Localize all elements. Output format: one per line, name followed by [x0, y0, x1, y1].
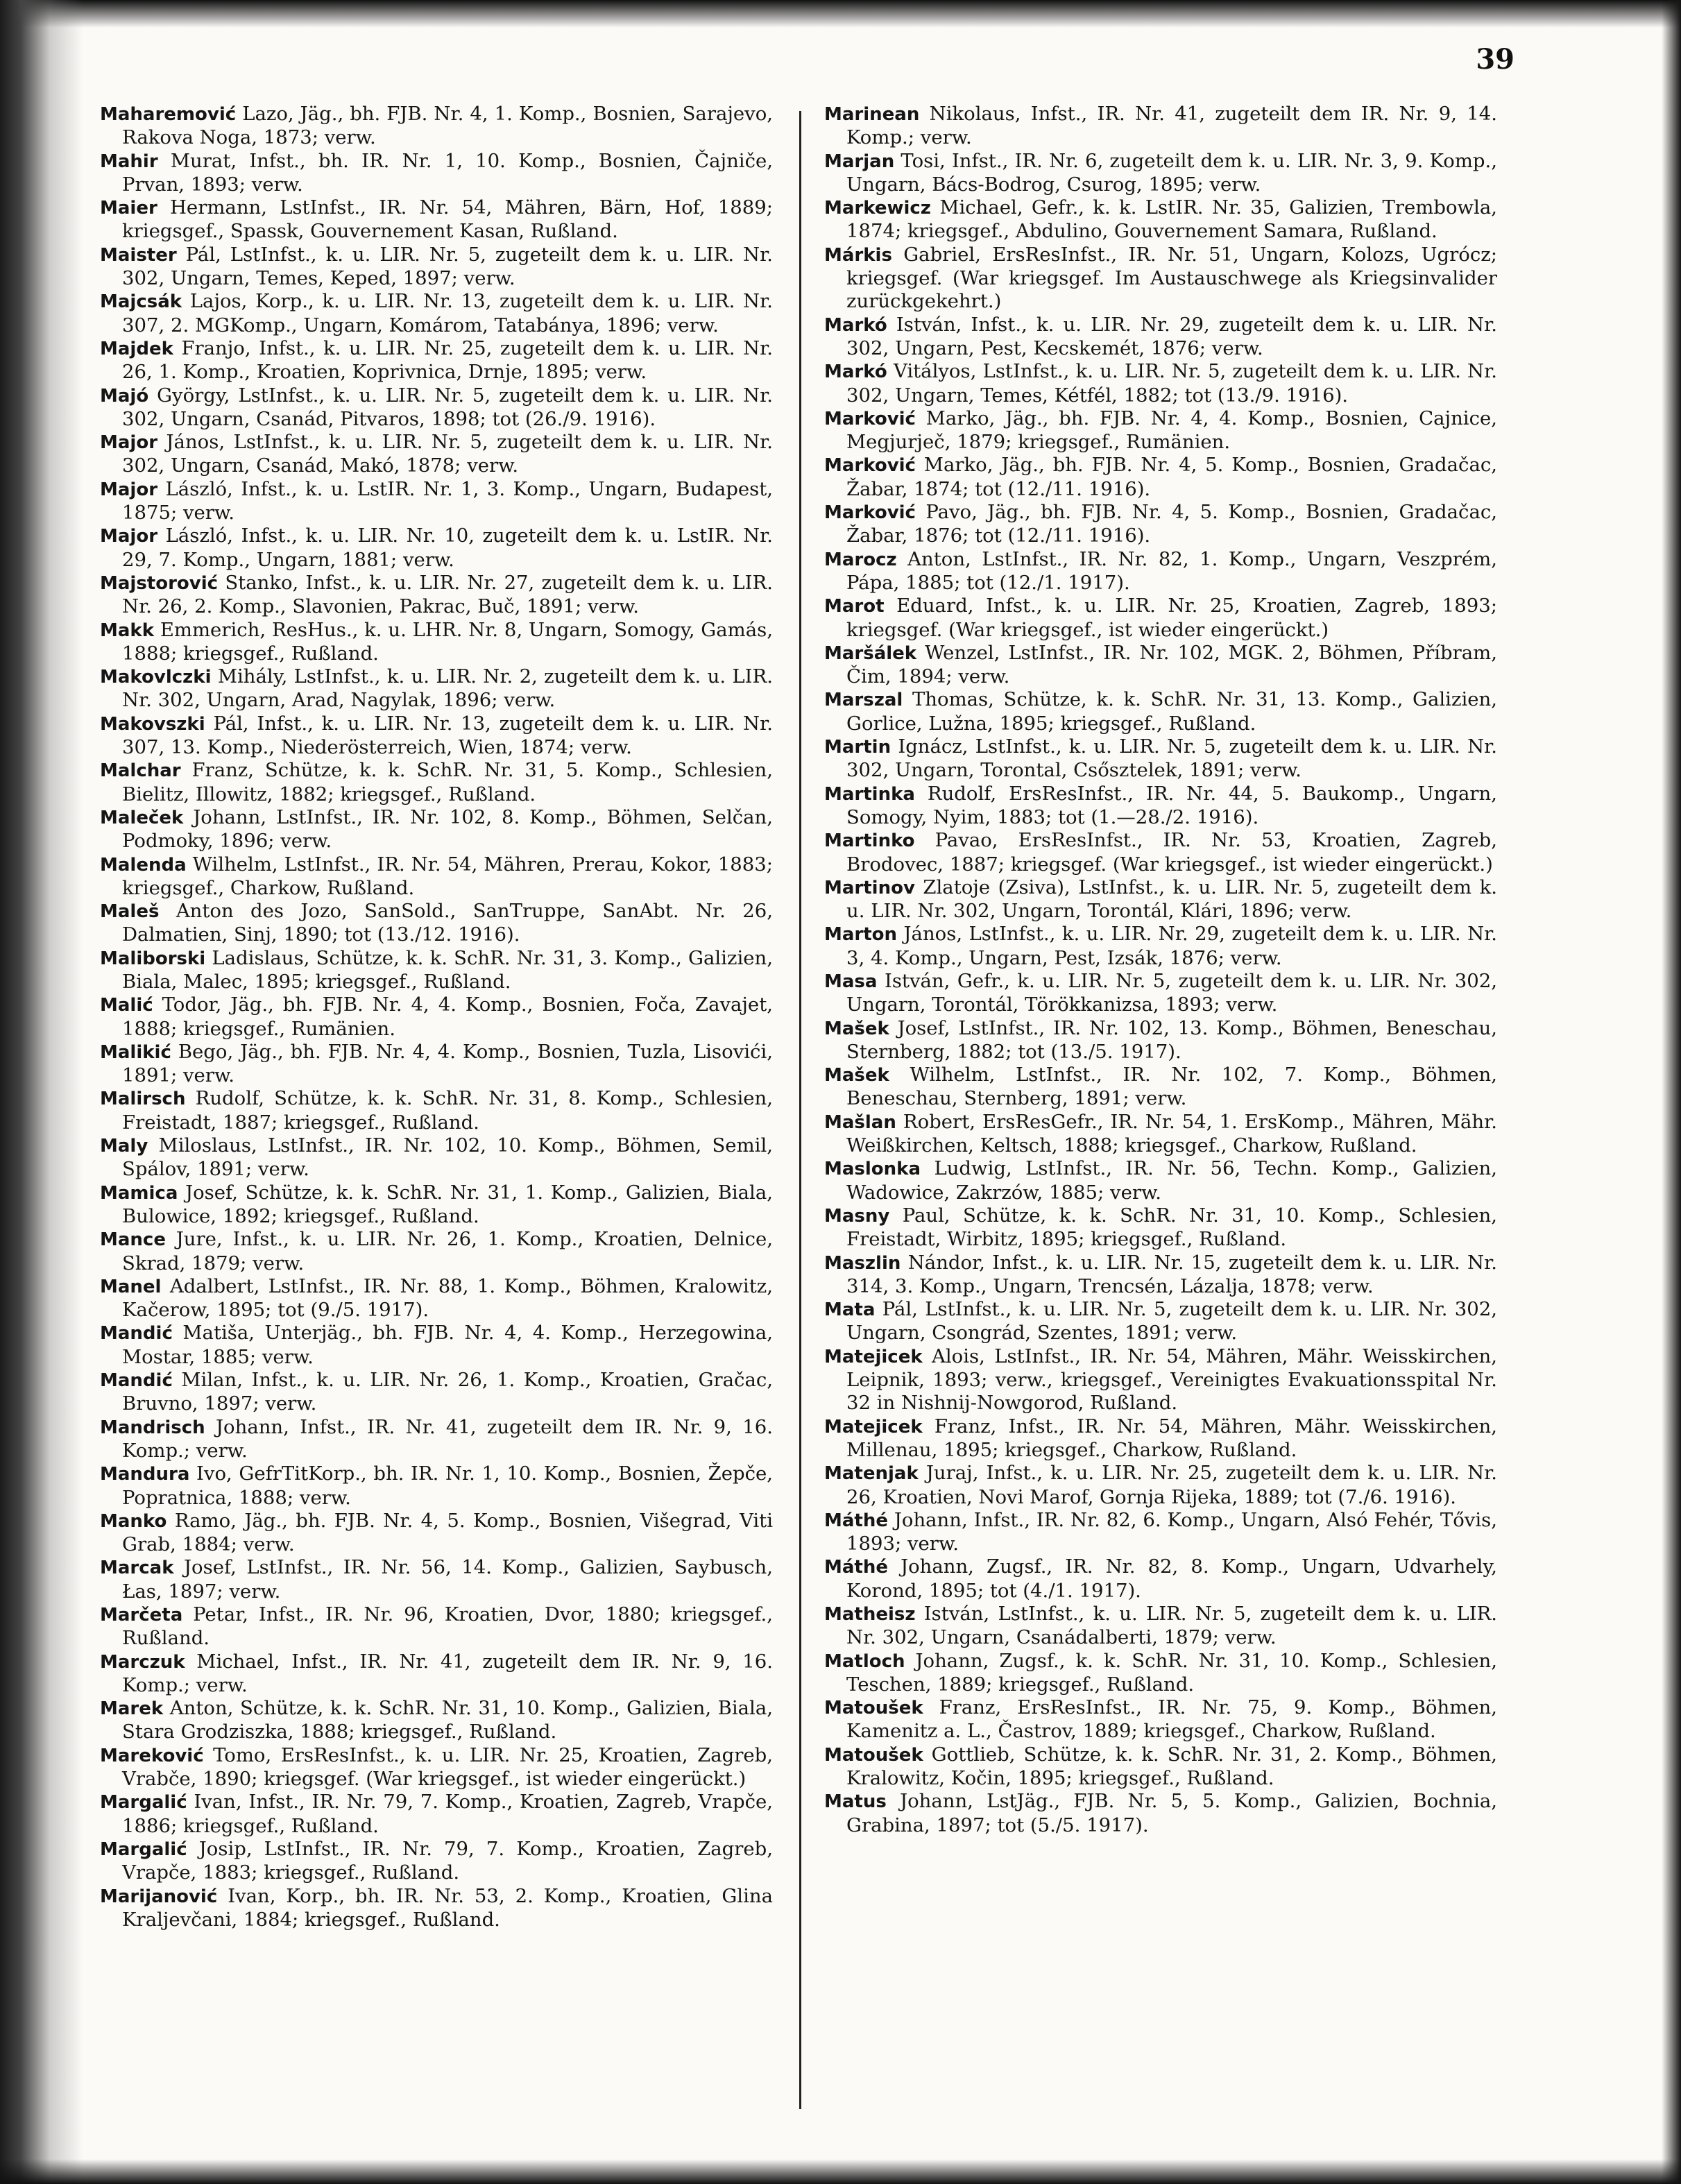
- entry-details: György, LstInfst., k. u. LIR. Nr. 5, zugeteilt dem k. u. LIR. Nr. 302, Ungarn, Csanád, Pitvaros, 1898; tot (26./9. 1916).: [122, 384, 773, 430]
- list-entry: [100, 1603, 773, 1650]
- entry-details: Wilhelm, LstInfst., IR. Nr. 54, Mähren, Prerau, Kokor, 1883; kriegsgef., Charkow, Rußland.: [122, 853, 773, 899]
- entry-details: Nikolaus, Infst., IR. Nr. 41, zugeteilt dem IR. Nr. 9, 14. Komp.; verw.: [846, 103, 1497, 149]
- entry-surname: Maier: [100, 198, 157, 219]
- entry-details: Johann, LstInfst., IR. Nr. 102, 8. Komp., Böhmen, Selčan, Podmoky, 1896; verw.: [122, 805, 773, 853]
- list-entry: [824, 1696, 1497, 1743]
- list-entry: [824, 1204, 1497, 1252]
- scan-edge-top: [0, 0, 1681, 28]
- entry-surname: Malić: [100, 995, 153, 1016]
- list-entry: [824, 783, 1497, 830]
- list-entry: [824, 1064, 1497, 1111]
- entry-surname: Martinka: [824, 783, 915, 805]
- list-entry: [100, 759, 773, 806]
- list-entry: [100, 150, 773, 197]
- entry-details: Marko, Jäg., bh. FJB. Nr. 4, 4. Komp., Bosnien, Cajnice, Megjurječ, 1879; kriegsgef., Rumänien.: [846, 407, 1497, 454]
- list-entry: [824, 1790, 1497, 1837]
- entry-surname: Marinean: [824, 104, 920, 125]
- entry-surname: Mamica: [100, 1182, 178, 1204]
- list-entry: [100, 1322, 773, 1369]
- list-entry: [100, 1228, 773, 1275]
- entry-surname: Maslonka: [824, 1159, 921, 1180]
- entry-details: Murat, Infst., bh. IR. Nr. 1, 10. Komp., Bosnien, Čajniče, Prvan, 1893; verw.: [122, 149, 773, 196]
- entry-surname: Margalić: [100, 1792, 187, 1814]
- entry-details: Wilhelm, LstInfst., IR. Nr. 102, 7. Komp., Böhmen, Beneschau, Sternberg, 1891; verw.: [846, 1064, 1497, 1110]
- entry-details: Rudolf, ErsResInfst., IR. Nr. 44, 5. Baukomp., Ungarn, Somogy, Nyim, 1883; tot (1.—28./2. 1916).: [846, 782, 1497, 828]
- entry-details: Gabriel, ErsResInfst., IR. Nr. 51, Ungarn, Kolozs, Ugrócz; kriegsgef. (War kriegsgef. Im Austauschwege als Kriegsinvalider zurückgekehrt.): [846, 243, 1497, 313]
- list-entry: [100, 1181, 773, 1229]
- entry-details: Pál, Infst., k. u. LIR. Nr. 13, zugeteilt dem k. u. LIR. Nr. 307, 13. Komp., Niederösterreich, Wien, 1874; verw.: [122, 712, 773, 759]
- entry-details: Wenzel, LstInfst., IR. Nr. 102, MGK. 2, Böhmen, Příbram, Čim, 1894; verw.: [846, 641, 1497, 688]
- entry-surname: Mandić: [100, 1370, 173, 1392]
- entry-surname: Maleček: [100, 807, 184, 828]
- list-entry: [824, 360, 1497, 407]
- entry-details: Zlatoje (Zsiva), LstInfst., k. u. LIR. Nr. 5, zugeteilt dem k. u. LIR. Nr. 302, Ungarn, Torontál, Klári, 1896; verw.: [846, 876, 1497, 923]
- entry-surname: Martinko: [824, 830, 915, 852]
- list-entry: [824, 501, 1497, 548]
- list-entry: [100, 1041, 773, 1088]
- entry-details: Ivan, Korp., bh. IR. Nr. 53, 2. Komp., Kroatien, Glina Kraljevčani, 1884; kriegsgef., Rußland.: [122, 1884, 773, 1931]
- entry-details: István, Gefr., k. u. LIR. Nr. 5, zugeteilt dem k. u. LIR. Nr. 302, Ungarn, Torontál, Törökkanizsa, 1893; verw.: [846, 969, 1497, 1016]
- entry-details: Johann, LstJäg., FJB. Nr. 5, 5. Komp., Galizien, Bochnia, Grabina, 1897; tot (5./5. 1917).: [846, 1790, 1497, 1836]
- entry-surname: Maršálek: [824, 642, 917, 664]
- entry-surname: Major: [100, 432, 158, 454]
- entry-details: Adalbert, LstInfst., IR. Nr. 88, 1. Komp., Böhmen, Kralowitz, Kačerow, 1895; tot (9./5. 1917).: [122, 1274, 773, 1322]
- entry-surname: Máthé: [824, 1557, 888, 1578]
- entry-details: Matiša, Unterjäg., bh. FJB. Nr. 4, 4. Komp., Herzegowina, Mostar, 1885; verw.: [122, 1322, 773, 1368]
- entry-surname: Matoušek: [824, 1698, 923, 1719]
- entry-details: Anton, LstInfst., IR. Nr. 82, 1. Komp., Ungarn, Veszprém, Pápa, 1885; tot (12./1. 1917).: [846, 547, 1497, 594]
- entry-surname: Mance: [100, 1229, 166, 1251]
- list-entry: [824, 1743, 1497, 1791]
- entry-surname: Marszal: [824, 690, 903, 711]
- entry-surname: Mahir: [100, 151, 158, 172]
- list-entry: [100, 1087, 773, 1134]
- entry-surname: Majó: [100, 385, 149, 407]
- column-divider: [799, 111, 801, 2109]
- list-entry: [100, 713, 773, 760]
- entry-surname: Mašlan: [824, 1111, 896, 1133]
- entry-details: Tomo, ErsResInfst., k. u. LIR. Nr. 25, Kroatien, Zagreb, Vrabče, 1890; kriegsgef. (War kriegsgef., ist wieder eingerückt.): [122, 1743, 774, 1791]
- entry-details: Marko, Jäg., bh. FJB. Nr. 4, 5. Komp., Bosnien, Gradačac, Žabar, 1874; tot (12./11. 1916).: [846, 454, 1497, 500]
- entry-surname: Marton: [824, 924, 898, 946]
- entry-details: Franz, Schütze, k. k. SchR. Nr. 31, 5. Komp., Schlesien, Bielitz, Illowitz, 1882; kriegsgef., Rußland.: [122, 759, 774, 805]
- list-entry: [100, 1838, 773, 1885]
- entry-surname: Maister: [100, 244, 177, 266]
- list-entry: [824, 829, 1497, 876]
- entry-details: Johann, Infst., IR. Nr. 41, zugeteilt dem IR. Nr. 9, 16. Komp.; verw.: [122, 1415, 773, 1462]
- entry-details: Eduard, Infst., k. u. LIR. Nr. 25, Kroatien, Zagreb, 1893; kriegsgef. (War kriegsgef., ist wieder eingerückt.): [846, 595, 1497, 641]
- entry-surname: Markewicz: [824, 198, 931, 219]
- entry-details: Rudolf, Schütze, k. k. SchR. Nr. 31, 8. Komp., Schlesien, Freistadt, 1887; kriegsgef., Rußland.: [122, 1087, 773, 1134]
- entry-surname: Martinov: [824, 877, 915, 898]
- entry-details: Pavo, Jäg., bh. FJB. Nr. 4, 5. Komp., Bosnien, Gradačac, Žabar, 1876; tot (12./11. 1916).: [846, 501, 1497, 547]
- entry-surname: Mandić: [100, 1323, 173, 1345]
- list-entry: [824, 1650, 1497, 1697]
- entry-details: Johann, Zugsf., k. k. SchR. Nr. 31, 10. Komp., Schlesien, Teschen, 1889; kriegsgef., Rußland.: [846, 1649, 1497, 1696]
- entry-details: Gottlieb, Schütze, k. k. SchR. Nr. 31, 2. Komp., Böhmen, Kralowitz, Kočin, 1895; kriegsgef., Rußland.: [846, 1743, 1497, 1790]
- entry-surname: Matheisz: [824, 1604, 916, 1625]
- entry-surname: Mandura: [100, 1464, 190, 1485]
- entry-surname: Markó: [824, 314, 887, 336]
- entry-surname: Marjan: [824, 151, 895, 172]
- entry-details: Franz, Infst., IR. Nr. 54, Mähren, Mähr. Weisskirchen, Millenau, 1895; kriegsgef., Charkow, Rußland.: [846, 1415, 1497, 1461]
- entry-surname: Maliborski: [100, 948, 206, 969]
- entry-details: Franz, ErsResInfst., IR. Nr. 75, 9. Komp., Böhmen, Kamenitz a. L., Častrov, 1889; kriegsgef., Charkow, Rußland.: [846, 1696, 1497, 1743]
- entry-details: László, Infst., k. u. LstIR. Nr. 1, 3. Komp., Ungarn, Budapest, 1875; verw.: [122, 477, 774, 524]
- entry-surname: Makovszki: [100, 713, 205, 735]
- entry-surname: Malchar: [100, 760, 181, 782]
- entry-details: Nándor, Infst., k. u. LIR. Nr. 15, zugeteilt dem k. u. LIR. Nr. 314, 3. Komp., Ungarn, Trencsén, Lázalja, 1878; verw.: [846, 1251, 1497, 1297]
- list-entry: [100, 1697, 773, 1744]
- left-column: [100, 103, 773, 1931]
- entry-details: Thomas, Schütze, k. k. SchR. Nr. 31, 13. Komp., Galizien, Gorlice, Lužna, 1895; kriegsgef., Rußland.: [846, 688, 1497, 735]
- list-entry: [100, 1791, 773, 1838]
- entry-surname: Maleš: [100, 901, 160, 923]
- entry-details: Pavao, ErsResInfst., IR. Nr. 53, Kroatien, Zagreb, Brodovec, 1887; kriegsgef. (War kriegsgef., ist wieder eingerückt.): [846, 829, 1497, 876]
- list-entry: [824, 407, 1497, 454]
- entry-surname: Manel: [100, 1276, 162, 1297]
- list-entry: [824, 1415, 1497, 1462]
- list-entry: [100, 572, 773, 619]
- entry-surname: Matejicek: [824, 1416, 923, 1437]
- entry-surname: Margalić: [100, 1839, 187, 1860]
- list-entry: [824, 1462, 1497, 1509]
- entry-details: László, Infst., k. u. LIR. Nr. 10, zugeteilt dem k. u. LstIR. Nr. 29, 7. Komp., Ungarn, 1881; verw.: [122, 524, 773, 571]
- entry-surname: Matloch: [824, 1650, 905, 1672]
- entry-details: Josef, Schütze, k. k. SchR. Nr. 31, 1. Komp., Galizien, Biala, Bulowice, 1892; kriegsgef., Rußland.: [122, 1181, 773, 1227]
- entry-details: Jure, Infst., k. u. LIR. Nr. 26, 1. Komp., Kroatien, Delnice, Skrad, 1879; verw.: [122, 1228, 773, 1274]
- list-entry: [100, 853, 773, 901]
- list-entry: [100, 993, 773, 1041]
- entry-surname: Maharemović: [100, 104, 237, 125]
- entry-surname: Masa: [824, 971, 878, 992]
- entry-details: János, LstInfst., k. u. LIR. Nr. 5, zugeteilt dem k. u. LIR. Nr. 302, Ungarn, Csanád, Makó, 1878; verw.: [122, 431, 773, 477]
- list-entry: [824, 688, 1497, 735]
- entry-surname: Majstorović: [100, 572, 219, 594]
- list-entry: [100, 1556, 773, 1603]
- list-entry: [100, 1462, 773, 1510]
- entry-surname: Marković: [824, 502, 916, 524]
- entry-details: Vitályos, LstInfst., k. u. LIR. Nr. 5, zugeteilt dem k. u. LIR. Nr. 302, Ungarn, Temes, Kétfél, 1882; tot (13./9. 1916).: [846, 360, 1497, 407]
- list-entry: [824, 735, 1497, 783]
- list-entry: [824, 1298, 1497, 1345]
- list-entry: [100, 947, 773, 994]
- entry-details: Juraj, Infst., k. u. LIR. Nr. 25, zugeteilt dem k. u. LIR. Nr. 26, Kroatien, Novi Marof, Gornja Rijeka, 1889; tot (7./6. 1916).: [846, 1462, 1497, 1508]
- entry-surname: Marek: [100, 1698, 164, 1720]
- entry-details: Ivo, GefrTitKorp., bh. IR. Nr. 1, 10. Komp., Bosnien, Žepče, Popratnica, 1888; verw.: [122, 1462, 773, 1509]
- entry-details: Petar, Infst., IR. Nr. 96, Kroatien, Dvor, 1880; kriegsgef., Rußland.: [122, 1603, 773, 1650]
- entry-details: János, LstInfst., k. u. LIR. Nr. 29, zugeteilt dem k. u. LIR. Nr. 3, 4. Komp., Ungarn, Pest, Izsák, 1876; verw.: [846, 923, 1497, 969]
- entry-surname: Makovlczki: [100, 667, 212, 688]
- entry-surname: Majcsák: [100, 291, 182, 313]
- scan-edge-left: [0, 0, 83, 2184]
- list-entry: [100, 1650, 773, 1698]
- entry-details: Michael, Infst., IR. Nr. 41, zugeteilt dem IR. Nr. 9, 16. Komp.; verw.: [122, 1650, 773, 1696]
- entry-surname: Marot: [824, 596, 885, 617]
- entry-surname: Markó: [824, 361, 887, 383]
- entry-details: Stanko, Infst., k. u. LIR. Nr. 27, zugeteilt dem k. u. LIR. Nr. 26, 2. Komp., Slavonien, Pakrac, Buč, 1891; verw.: [122, 571, 773, 618]
- list-entry: [824, 1111, 1497, 1158]
- entry-details: Mihály, LstInfst., k. u. LIR. Nr. 2, zugeteilt dem k. u. LIR. Nr. 302, Ungarn, Arad, Nagylak, 1896; verw.: [122, 665, 773, 712]
- list-entry: [824, 244, 1497, 314]
- entry-surname: Marković: [824, 408, 916, 429]
- entry-surname: Marčeta: [100, 1605, 183, 1626]
- entry-details: Johann, Infst., IR. Nr. 82, 6. Komp., Ungarn, Alsó Fehér, Tővis, 1893; verw.: [846, 1508, 1497, 1555]
- list-entry: [100, 524, 773, 572]
- entry-details: Pál, LstInfst., k. u. LIR. Nr. 5, zugeteilt dem k. u. LIR. Nr. 302, Ungarn, Csongrád, Szentes, 1891; verw.: [846, 1298, 1497, 1345]
- list-entry: [100, 1416, 773, 1463]
- entry-surname: Major: [100, 526, 158, 547]
- list-entry: [100, 384, 773, 432]
- entry-surname: Major: [100, 479, 158, 500]
- list-entry: [824, 595, 1497, 642]
- entry-details: Lajos, Korp., k. u. LIR. Nr. 13, zugeteilt dem k. u. LIR. Nr. 307, 2. MGKomp., Ungarn, Komárom, Tatabánya, 1896; verw.: [122, 290, 773, 336]
- entry-surname: Matejicek: [824, 1346, 923, 1367]
- list-entry: [100, 103, 773, 150]
- list-entry: [824, 1555, 1497, 1603]
- entry-surname: Marcak: [100, 1558, 174, 1579]
- entry-surname: Marczuk: [100, 1651, 185, 1673]
- list-entry: [100, 1369, 773, 1416]
- entry-surname: Majdek: [100, 338, 173, 359]
- entry-surname: Masny: [824, 1205, 890, 1227]
- list-entry: [824, 876, 1497, 923]
- entry-surname: Malenda: [100, 854, 187, 876]
- entry-details: Robert, ErsResGefr., IR. Nr. 54, 1. ErsKomp., Mähren, Mähr. Weißkirchen, Keltsch, 1888; kriegsgef., Charkow, Rußland.: [846, 1110, 1497, 1157]
- entry-surname: Maszlin: [824, 1252, 901, 1274]
- entry-details: Alois, LstInfst., IR. Nr. 54, Mähren, Mähr. Weisskirchen, Leipnik, 1893; verw., kriegsgef., Vereinigtes Evakuationsspital Nr. 32 in Nishnij-Nowgorod, Rußland.: [846, 1345, 1497, 1415]
- list-entry: [100, 900, 773, 947]
- entry-details: Paul, Schütze, k. k. SchR. Nr. 31, 10. Komp., Schlesien, Freistadt, Wirbitz, 1895; kriegsgef., Rußland.: [846, 1204, 1497, 1251]
- list-entry: [100, 1744, 773, 1791]
- entry-surname: Martin: [824, 737, 891, 758]
- entry-surname: Mandrisch: [100, 1417, 205, 1438]
- entry-surname: Marijanović: [100, 1886, 218, 1907]
- entry-details: Hermann, LstInfst., IR. Nr. 54, Mähren, Bärn, Hof, 1889; kriegsgef., Spassk, Gouvernement Kasan, Rußland.: [122, 196, 773, 243]
- list-entry: [100, 665, 773, 713]
- entry-surname: Mašek: [824, 1065, 889, 1086]
- entry-details: Anton, Schütze, k. k. SchR. Nr. 31, 10. Komp., Galizien, Biala, Stara Grodziszka, 1888; kriegsgef., Rußland.: [122, 1697, 773, 1743]
- list-entry: [100, 1885, 773, 1932]
- entry-surname: Máthé: [824, 1510, 888, 1531]
- entry-surname: Manko: [100, 1510, 167, 1532]
- entry-details: Ramo, Jäg., bh. FJB. Nr. 4, 5. Komp., Bosnien, Višegrad, Viti Grab, 1884; verw.: [122, 1509, 773, 1556]
- entry-details: Emmerich, ResHus., k. u. LHR. Nr. 8, Ungarn, Somogy, Gamás, 1888; kriegsgef., Rußland.: [122, 618, 774, 665]
- scan-edge-right: [1662, 0, 1681, 2184]
- entry-surname: Malirsch: [100, 1089, 186, 1110]
- scan-edge-bottom: [0, 2159, 1681, 2184]
- right-column: [824, 103, 1497, 1837]
- entry-surname: Malikić: [100, 1041, 171, 1063]
- list-entry: [100, 337, 773, 384]
- list-entry: [824, 314, 1497, 361]
- entry-surname: Mata: [824, 1299, 876, 1321]
- list-entry: [824, 970, 1497, 1017]
- entry-details: Josef, LstInfst., IR. Nr. 102, 13. Komp., Böhmen, Beneschau, Sternberg, 1882; tot (13./5. 1917).: [846, 1016, 1497, 1063]
- entry-surname: Matenjak: [824, 1463, 919, 1485]
- list-entry: [824, 1345, 1497, 1415]
- list-entry: [100, 1134, 773, 1181]
- list-entry: [824, 1603, 1497, 1650]
- list-entry: [824, 196, 1497, 244]
- entry-details: Ludwig, LstInfst., IR. Nr. 56, Techn. Komp., Galizien, Wadowice, Zakrzów, 1885; verw.: [846, 1157, 1498, 1204]
- list-entry: [100, 290, 773, 337]
- entry-details: Bego, Jäg., bh. FJB. Nr. 4, 4. Komp., Bosnien, Tuzla, Lisovići, 1891; verw.: [122, 1040, 773, 1087]
- list-entry: [100, 196, 773, 244]
- list-entry: [824, 1157, 1497, 1204]
- list-entry: [100, 478, 773, 525]
- entry-details: Ladislaus, Schütze, k. k. SchR. Nr. 31, 3. Komp., Galizien, Biala, Malec, 1895; kriegsgef., Rußland.: [122, 946, 773, 993]
- list-entry: [824, 1017, 1497, 1064]
- page-number: 39: [1476, 43, 1514, 76]
- entry-surname: Makk: [100, 620, 154, 641]
- entry-details: Milan, Infst., k. u. LIR. Nr. 26, 1. Komp., Kroatien, Gračac, Bruvno, 1897; verw.: [122, 1369, 773, 1415]
- list-entry: [100, 806, 773, 853]
- entry-details: István, LstInfst., k. u. LIR. Nr. 5, zugeteilt dem k. u. LIR. Nr. 302, Ungarn, Csanádalberti, 1879; verw.: [846, 1603, 1497, 1649]
- entry-details: Lazo, Jäg., bh. FJB. Nr. 4, 1. Komp., Bosnien, Sarajevo, Rakova Noga, 1873; verw.: [122, 103, 774, 149]
- list-entry: [100, 244, 773, 291]
- entry-details: Anton des Jozo, SanSold., SanTruppe, SanAbt. Nr. 26, Dalmatien, Sinj, 1890; tot (13./12. 1916).: [122, 900, 773, 946]
- entry-details: Johann, Zugsf., IR. Nr. 82, 8. Komp., Ungarn, Udvarhely, Korond, 1895; tot (4./1. 1917).: [846, 1555, 1498, 1602]
- entry-details: Franjo, Infst., k. u. LIR. Nr. 25, zugeteilt dem k. u. LIR. Nr. 26, 1. Komp., Kroatien, Koprivnica, Drnje, 1895; verw.: [122, 336, 773, 384]
- list-entry: [100, 619, 773, 666]
- list-entry: [824, 103, 1497, 150]
- entry-details: Todor, Jäg., bh. FJB. Nr. 4, 4. Komp., Bosnien, Foča, Zavajet, 1888; kriegsgef., Rumänien.: [122, 993, 774, 1040]
- entry-details: Josef, LstInfst., IR. Nr. 56, 14. Komp., Galizien, Saybusch, Łas, 1897; verw.: [122, 1556, 773, 1603]
- entry-details: István, Infst., k. u. LIR. Nr. 29, zugeteilt dem k. u. LIR. Nr. 302, Ungarn, Pest, Kecskemét, 1876; verw.: [846, 313, 1497, 359]
- entry-details: Ignácz, LstInfst., k. u. LIR. Nr. 5, zugeteilt dem k. u. LIR. Nr. 302, Ungarn, Torontal, Csősztelek, 1891; verw.: [846, 735, 1497, 782]
- entry-details: Ivan, Infst., IR. Nr. 79, 7. Komp., Kroatien, Zagreb, Vrapče, 1886; kriegsgef., Rußland.: [122, 1791, 773, 1837]
- list-entry: [824, 642, 1497, 689]
- entry-surname: Maly: [100, 1136, 148, 1157]
- list-entry: [824, 1252, 1497, 1299]
- list-entry: [824, 454, 1497, 501]
- entry-details: Michael, Gefr., k. k. LstIR. Nr. 35, Galizien, Trembowla, 1874; kriegsgef., Abdulino, Gouvernement Samara, Rußland.: [846, 196, 1498, 243]
- entry-details: Pál, LstInfst., k. u. LIR. Nr. 5, zugeteilt dem k. u. LIR. Nr. 302, Ungarn, Temes, Keped, 1897; verw.: [122, 243, 773, 290]
- list-entry: [100, 431, 773, 478]
- entry-surname: Marocz: [824, 549, 897, 570]
- entry-details: Tosi, Infst., IR. Nr. 6, zugeteilt dem k. u. LIR. Nr. 3, 9. Komp., Ungarn, Bács-Bodrog, Csurog, 1895; verw.: [846, 149, 1497, 196]
- entry-surname: Mašek: [824, 1018, 889, 1039]
- list-entry: [824, 923, 1497, 970]
- entry-surname: Matoušek: [824, 1744, 923, 1766]
- entry-surname: Matus: [824, 1791, 887, 1813]
- list-entry: [824, 150, 1497, 197]
- list-entry: [824, 1509, 1497, 1556]
- entry-details: Miloslaus, LstInfst., IR. Nr. 102, 10. Komp., Böhmen, Semil, Spálov, 1891; verw.: [122, 1134, 773, 1181]
- entry-details: Josip, LstInfst., IR. Nr. 79, 7. Komp., Kroatien, Zagreb, Vrapče, 1883; kriegsgef., Rußland.: [122, 1837, 773, 1884]
- list-entry: [100, 1510, 773, 1557]
- entry-surname: Márkis: [824, 244, 892, 266]
- entry-surname: Marković: [824, 455, 916, 477]
- list-entry: [824, 548, 1497, 595]
- list-entry: [100, 1275, 773, 1322]
- entry-surname: Mareković: [100, 1745, 204, 1766]
